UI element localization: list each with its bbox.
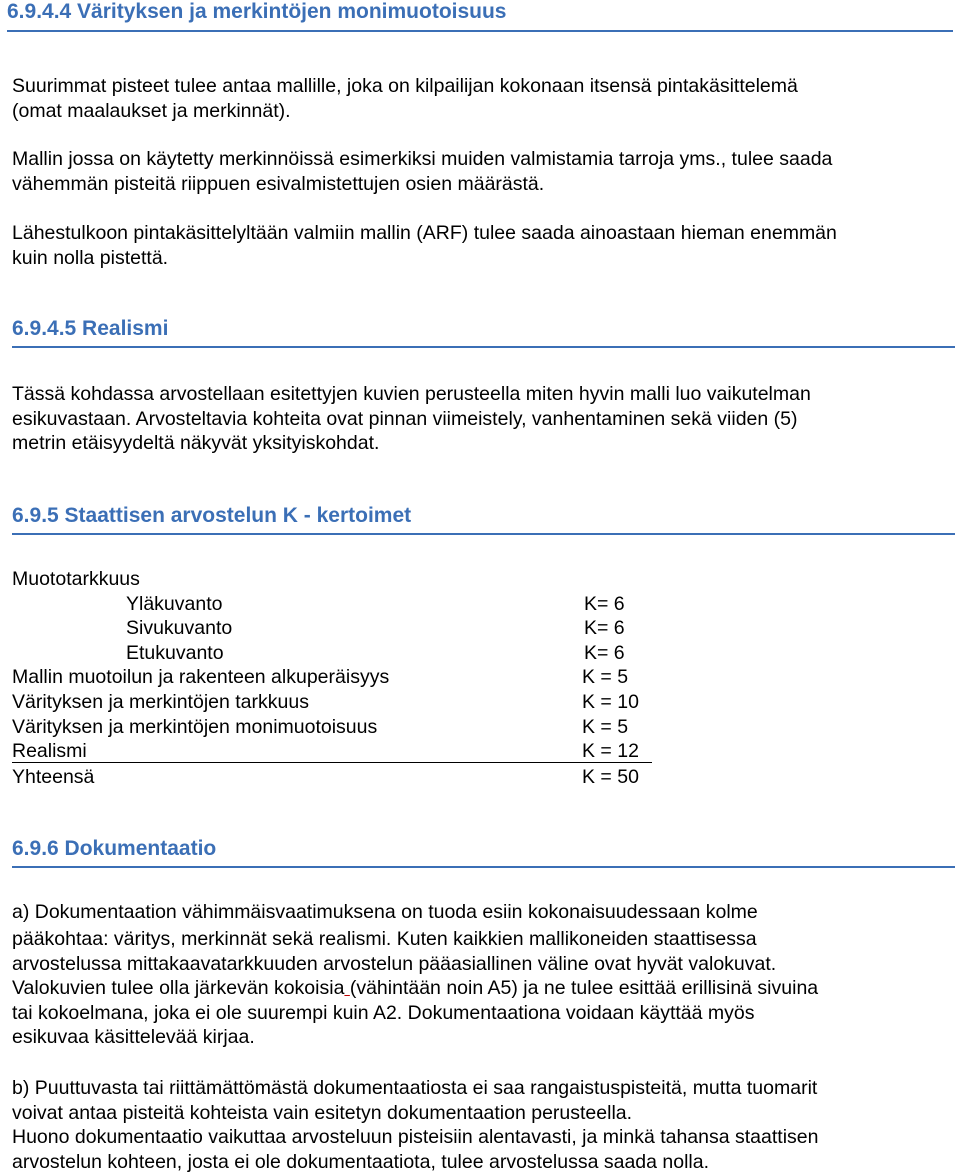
heading-rule [7,30,953,32]
coefficient-table [12,567,660,789]
text-line: metrin etäisyydeltä näkyvät yksityiskohdat. [12,432,380,455]
row-value: K = 5 [582,666,629,689]
text-line: voivat antaa pisteitä kohteista vain esitetyn dokumentaation perusteella. [12,1101,633,1124]
text-segment: Valokuvien tulee olla järkevän kokoisia [12,977,345,1000]
row-value: K= 6 [584,641,625,664]
text-line: arvostelussa mittakaavatarkkuuden arvostelun pääasiallinen väline ovat hyvät valokuvat. [12,952,777,975]
row-label: Realismi [12,740,87,763]
text-line: tai kokoelmana, joka ei ole suurempi kuin A2. Dokumentaationa voidaan käyttää myös [12,1001,755,1024]
paragraph [12,221,952,270]
text-line: vähemmän pisteitä riippuen esivalmistettujen osien määrästä. [12,172,545,195]
row-value: K = 10 [582,690,639,713]
table-row [12,641,660,666]
table-row [12,739,652,763]
text-line: Tässä kohdassa arvostellaan esitettyjen kuvien perusteella miten hyvin malli luo vaikutelman [12,383,811,405]
row-value: K= 6 [584,617,625,640]
row-label: Yhteensä [12,765,95,788]
row-label: Etukuvanto [126,641,224,664]
table-row [12,665,660,690]
row-label: Mallin muotoilun ja rakenteen alkuperäisyys [12,666,390,689]
row-label: Värityksen ja merkintöjen tarkkuus [12,690,309,713]
table-title: Muototarkkuus [12,568,140,590]
text-line: esikuvaa käsittelevää kirjaa. [12,1026,255,1049]
text-line: (omat maalaukset ja merkinnät). [12,99,291,122]
text-line: Mallin jossa on käytetty merkinnöissä esimerkiksi muiden valmistamia tarroja yms., tulee saada [12,148,833,170]
text-line: Huono dokumentaatio vaikuttaa arvosteluun pisteisiin alentavasti, ja minkä tahansa staattisen [12,1126,819,1149]
row-value: K = 50 [582,765,639,788]
text-line: esikuvastaan. Arvosteltavia kohteita ovat pinnan viimeistely, vanhentaminen sekä viiden (5) [12,407,798,430]
text-line: Suurimmat pisteet tulee antaa mallille, joka on kilpailijan kokonaan itsensä pintakäsittelemä [12,75,798,97]
row-label: Värityksen ja merkintöjen monimuotoisuus [12,715,378,738]
heading-6-9-4-5: 6.9.4.5 Realismi [12,317,169,340]
paragraph [12,382,952,456]
paragraph-b [12,1076,952,1174]
table-row [12,592,660,617]
row-value: K= 6 [584,592,625,615]
heading-6-9-5: 6.9.5 Staattisen arvostelun K - kertoimet [12,504,412,527]
text-line: b) Puuttuvasta tai riittämättömästä dokumentaatiosta ei saa rangaistuspisteitä, mutta tuomarit [12,1077,818,1099]
table-row [12,715,660,740]
row-value: K = 5 [582,715,629,738]
table-row [12,690,660,715]
text-line [12,976,952,1001]
heading-rule [12,533,955,535]
table-row-total [12,765,660,790]
text-line: pääkohtaa: väritys, merkinnät sekä realismi. Kuten kaikkien mallikoneiden staattisessa [12,928,757,950]
heading-rule [12,346,955,348]
paragraph [12,147,952,196]
heading-6-9-4-4: 6.9.4.4 Värityksen ja merkintöjen monimuotoisuus [7,0,507,23]
table-title-row [12,567,660,592]
row-label: Yläkuvanto [126,592,223,615]
heading-rule [12,866,955,868]
text-line: arvostelun kohteen, josta ei ole dokumentaatiota, tulee arvostelussa saada nolla. [12,1150,710,1173]
text-line: Lähestulkoon pintakäsittelyltään valmiin mallin (ARF) tulee saada ainoastaan hieman enemmän [12,222,837,244]
text-line: kuin nolla pistettä. [12,246,169,269]
table-row [12,616,660,641]
row-label: Sivukuvanto [126,617,233,640]
text-line: a) Dokumentaation vähimmäisvaatimuksena on tuoda esiin kokonaisuudessaan kolme [12,901,758,923]
paragraph [12,74,952,123]
row-value: K = 12 [582,740,639,763]
text-segment: (vähintään noin A5) ja ne tulee esittää erillisinä sivuina [349,977,819,1000]
heading-6-9-6: 6.9.6 Dokumentaatio [12,837,217,860]
paragraph-a [12,900,952,1050]
